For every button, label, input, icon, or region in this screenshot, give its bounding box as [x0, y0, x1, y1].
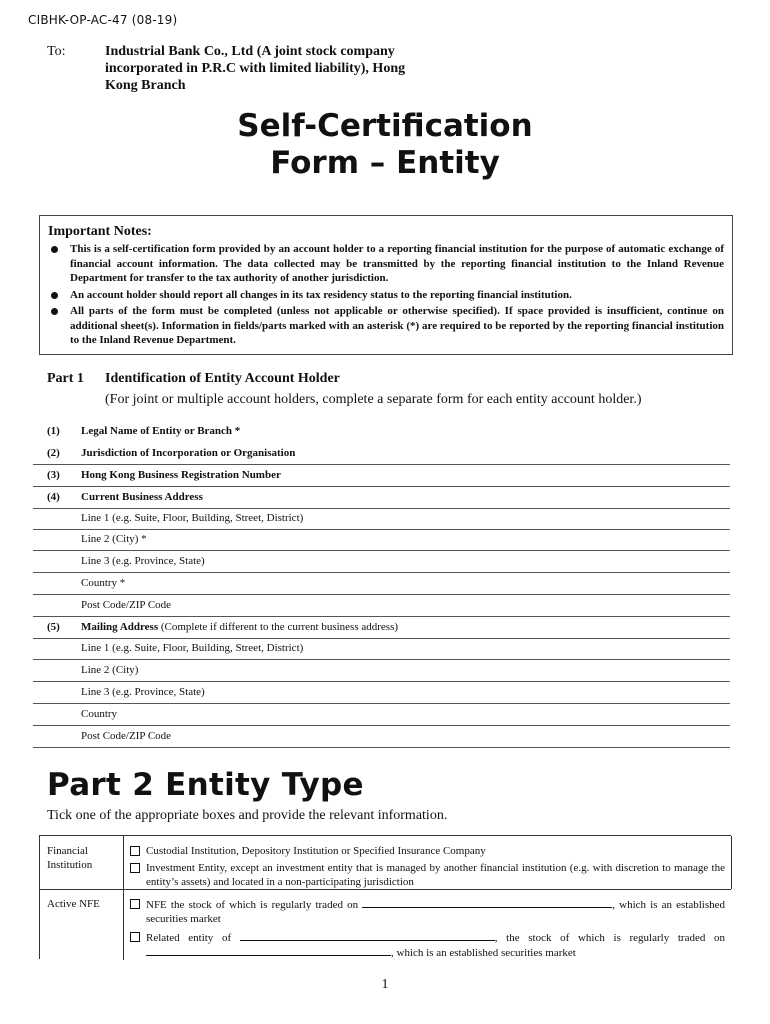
field-row-mailing-country[interactable] [33, 703, 730, 726]
category-label: Institution [47, 859, 93, 871]
field-row-mailing-line3[interactable] [33, 681, 730, 704]
field-number: (1) [47, 425, 60, 437]
note-item [48, 242, 724, 286]
part2-title: Part 2 Entity Type [47, 767, 364, 803]
field-row-mailing-line1[interactable] [33, 637, 730, 660]
field-row-business-line2[interactable] [33, 528, 730, 551]
field-label: Line 1 (e.g. Suite, Floor, Building, Street, District) [81, 642, 304, 654]
field-row-mailing-postcode[interactable] [33, 725, 730, 748]
option-related-entity[interactable] [130, 930, 725, 960]
field-label: Jurisdiction of Incorporation or Organisation [81, 447, 296, 459]
form-code: CIBHK-OP-AC-47 (08-19) [28, 13, 178, 27]
bullet-icon [51, 292, 58, 299]
exchange-blank[interactable] [146, 945, 391, 956]
checkbox[interactable] [130, 846, 140, 856]
page-number: 1 [381, 977, 389, 992]
page-title-line: Self-Certification [237, 108, 533, 144]
field-number: (5) [47, 621, 60, 633]
field-row-jurisdiction[interactable] [33, 442, 730, 465]
field-label: Line 2 (City) [81, 664, 139, 676]
checkbox[interactable] [130, 899, 140, 909]
entity-type-table [39, 835, 731, 959]
field-label: Legal Name of Entity or Branch * [81, 425, 241, 437]
option-label: Investment Entity, except an investment entity that is managed by another financial institution (e.g. with discretion to manage the entity’s assets) and located in a non-participating jurisdiction [146, 862, 725, 888]
part1-label: Part 1 [47, 371, 84, 386]
option-label: , which is an established securities market [146, 899, 726, 925]
related-entity-blank[interactable] [240, 930, 495, 941]
column-divider [123, 836, 124, 960]
note-text: An account holder should report all changes in its tax residency status to the reporting financial institution. [70, 288, 572, 301]
category-active-nfe: Active NFE [47, 898, 100, 910]
field-row-business-line3[interactable] [33, 550, 730, 573]
option-label: , the stock of which is regularly traded on [494, 932, 725, 944]
field-label: Mailing Address [81, 621, 159, 633]
row-divider [40, 889, 731, 890]
addressee-line: incorporated in P.R.C with limited liability), Hong [105, 61, 406, 76]
field-number: (4) [47, 491, 60, 503]
field-label: Hong Kong Business Registration Number [81, 469, 281, 481]
notes-heading: Important Notes: [48, 224, 152, 239]
field-label-group [81, 616, 398, 638]
important-notes [39, 215, 733, 355]
bullet-icon [51, 308, 58, 315]
part1-subtitle: (For joint or multiple account holders, complete a separate form for each entity account holder.) [105, 392, 642, 407]
addressee-line: Kong Branch [105, 78, 186, 93]
option-label: Related entity of [146, 932, 232, 944]
field-label: Country * [81, 577, 126, 589]
field-row-mailing-line2[interactable] [33, 659, 730, 682]
field-label: Line 3 (e.g. Province, State) [81, 555, 205, 567]
category-financial-institution [47, 844, 119, 872]
note-text: This is a self-certification form provided by an account holder to a reporting financial institution for the purpose of automatic exchange of financial account information. The data collected may be transmitted by the reporting financial institution to the Inland Revenue Department for transfer to the tax authority of another jurisdiction. [70, 243, 724, 284]
field-row-br-number[interactable] [33, 464, 730, 487]
page-title [0, 108, 770, 182]
checkbox[interactable] [130, 932, 140, 942]
field-row-business-line1[interactable] [33, 507, 730, 530]
field-row-business-address [33, 486, 730, 509]
addressee [105, 43, 465, 94]
field-number: (2) [47, 447, 60, 459]
field-row-legal-name[interactable] [33, 420, 730, 442]
field-label: Line 3 (e.g. Province, State) [81, 686, 205, 698]
option-custodial-institution[interactable] [130, 844, 725, 858]
addressee-line: Industrial Bank Co., Ltd (A joint stock company [105, 44, 395, 59]
field-label: Country [81, 708, 118, 720]
field-label: Line 1 (e.g. Suite, Floor, Building, Street, District) [81, 512, 304, 524]
field-label: Post Code/ZIP Code [81, 599, 172, 611]
table-border [731, 836, 732, 889]
field-row-mailing-address [33, 616, 730, 639]
field-row-business-postcode[interactable] [33, 594, 730, 617]
bullet-icon [51, 246, 58, 253]
field-label: Line 2 (City) * [81, 533, 147, 545]
part1-title: Identification of Entity Account Holder [105, 371, 340, 386]
checkbox[interactable] [130, 863, 140, 873]
page-title-line: Form – Entity [270, 145, 500, 181]
field-number: (3) [47, 469, 60, 481]
option-label: NFE the stock of which is regularly traded on [146, 899, 359, 911]
note-text: All parts of the form must be completed (unless not applicable or otherwise specified). If space provided is insufficient, continue on additional sheet(s). Information in fields/parts marked with an asterisk (*) are required to be reported by the reporting financial institution to the Inland Revenue Department. [70, 305, 724, 346]
note-item [48, 304, 724, 348]
field-label: Current Business Address [81, 491, 203, 503]
field-row-business-country[interactable] [33, 572, 730, 595]
option-label: , which is an established securities market [391, 947, 576, 959]
field-label: Post Code/ZIP Code [81, 730, 172, 742]
option-label: Custodial Institution, Depository Institution or Specified Insurance Company [146, 845, 486, 857]
option-investment-entity[interactable] [130, 861, 725, 889]
option-nfe-listed[interactable] [130, 897, 725, 926]
category-label: Financial [47, 845, 88, 857]
field-note: (Complete if different to the current business address) [158, 621, 399, 633]
note-item [48, 288, 724, 303]
part2-intro: Tick one of the appropriate boxes and provide the relevant information. [47, 808, 448, 823]
exchange-blank[interactable] [362, 897, 612, 908]
addressee-label: To: [47, 44, 66, 59]
